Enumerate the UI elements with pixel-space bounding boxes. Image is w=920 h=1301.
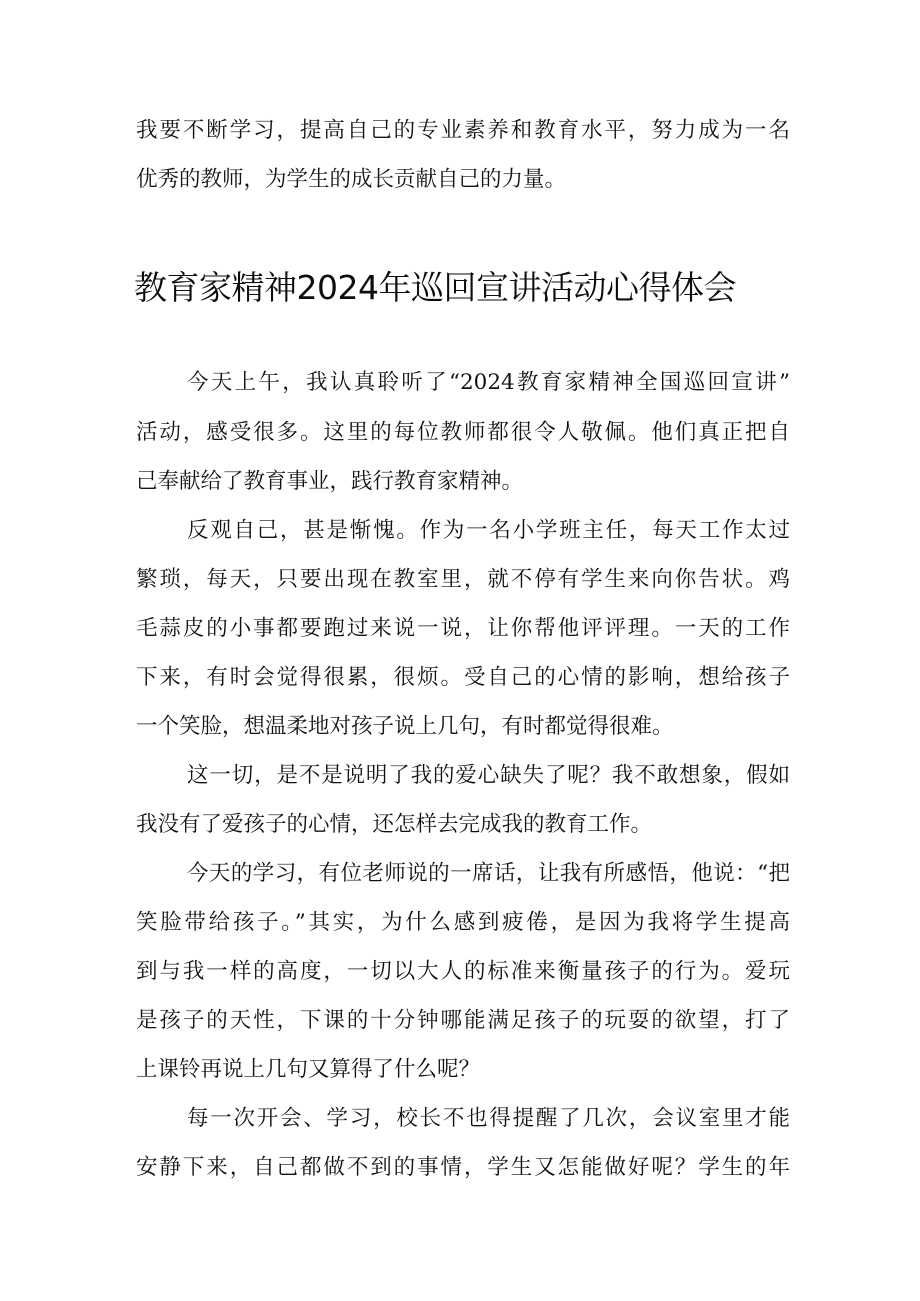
body-line-15: 上课铃再说上几句又算得了什么呢？ (136, 1057, 481, 1082)
intro-line-2: 优秀的教师，为学生的成长贡献自己的力量。 (136, 167, 567, 192)
body-line-6: 毛蒜皮的小事都要跑过来说一说，让你帮他评评理。一天的工作 (136, 616, 790, 641)
body-line-2: 活动，感受很多。这里的每位教师都很令人敬佩。他们真正把自 (136, 420, 790, 445)
body-line-13: 到与我一样的高度，一切以大人的标准来衡量孩子的行为。爱玩 (136, 959, 790, 984)
body-line-12: 笑脸带给孩子。”其实，为什么感到疲倦，是因为我将学生提高 (136, 910, 790, 935)
body-line-10: 我没有了爱孩子的心情，还怎样去完成我的教育工作。 (136, 812, 653, 837)
body-line-3: 己奉献给了教育事业，践行教育家精神。 (136, 469, 524, 494)
body-line-8: 一个笑脸，想温柔地对孩子说上几句，有时都觉得很难。 (136, 714, 674, 739)
body-line-17: 安静下来，自己都做不到的事情，学生又怎能做好呢？学生的年 (136, 1155, 790, 1180)
body-line-4: 反观自己，甚是惭愧。作为一名小学班主任，每天工作太过 (187, 518, 790, 543)
document-title: 教育家精神2024年巡回宣讲活动心得体会 (134, 268, 736, 307)
body-line-14: 是孩子的天性，下课的十分钟哪能满足孩子的玩耍的欲望，打了 (136, 1008, 790, 1033)
body-line-9: 这一切，是不是说明了我的爱心缺失了呢？我不敢想象，假如 (187, 763, 790, 788)
body-line-1: 今天上午，我认真聆听了“2024教育家精神全国巡回宣讲” (187, 370, 790, 395)
body-line-11: 今天的学习，有位老师说的一席话，让我有所感悟，他说：“把 (187, 861, 790, 886)
body-line-5: 繁琐，每天，只要出现在教室里，就不停有学生来向你告状。鸡 (136, 567, 790, 592)
body-line-7: 下来，有时会觉得很累，很烦。受自己的心情的影响，想给孩子 (136, 665, 790, 690)
intro-line-1: 我要不断学习，提高自己的专业素养和教育水平，努力成为一名 (136, 118, 790, 143)
body-line-16: 每一次开会、学习，校长不也得提醒了几次，会议室里才能 (187, 1106, 790, 1131)
